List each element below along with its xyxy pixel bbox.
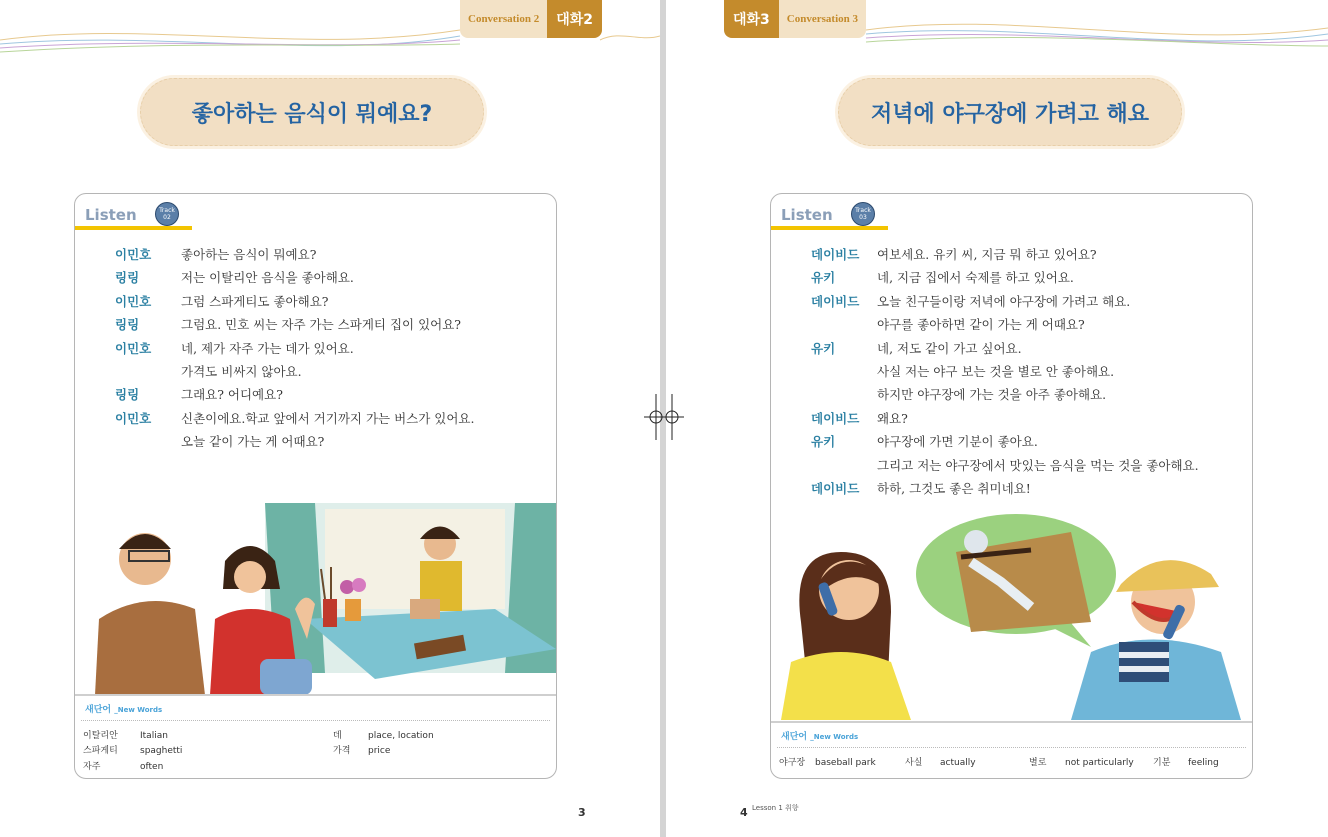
audio-track-icon[interactable]	[155, 202, 179, 226]
dialogue-line: 네, 제가 자주 가는 데가 있어요.	[181, 340, 354, 356]
vocab-item	[83, 743, 182, 756]
new-words-heading	[781, 729, 858, 742]
dialogue-row	[811, 243, 1241, 266]
dialogue-line: 네, 지금 집에서 숙제를 하고 있어요.	[877, 270, 1074, 286]
divider	[81, 720, 550, 721]
new-words-heading	[85, 702, 162, 715]
conversation-tab	[724, 0, 866, 38]
dialogue-line: 오늘 같이 가는 게 어때요?	[181, 434, 325, 450]
dialogue-line: 하지만 야구장에 가는 것을 아주 좋아해요.	[877, 387, 1107, 403]
vocab-en: often	[140, 762, 164, 772]
vocab-ko: 별로	[1029, 758, 1047, 768]
dialogue-row	[811, 313, 1241, 336]
speaker: 링링	[115, 270, 140, 286]
vocab-en: Italian	[140, 731, 168, 741]
right-page	[666, 0, 1328, 837]
tab-label-ko: 대화2	[547, 0, 602, 38]
dialogue-row	[811, 407, 1241, 430]
vocab-item	[1153, 755, 1219, 768]
vocab-en: feeling	[1188, 758, 1219, 768]
vocab-item	[333, 743, 390, 756]
dialogue-row	[115, 243, 545, 266]
dialogue-row	[115, 360, 545, 383]
restaurant-illustration	[75, 499, 556, 695]
vocab-en: not particularly	[1065, 758, 1134, 768]
dialogue-line: 신촌이에요.학교 앞에서 거기까지 가는 버스가 있어요.	[181, 410, 475, 426]
new-words-en: _New Words	[810, 733, 859, 741]
vocab-ko: 기분	[1153, 758, 1171, 768]
vocab-en: baseball park	[815, 758, 876, 768]
speaker: 이민호	[115, 293, 152, 309]
tab-label-en: Conversation 2	[460, 0, 547, 38]
vocab-ko: 스파게티	[83, 746, 118, 756]
dialogue-line: 오늘 친구들이랑 저녁에 야구장에 가려고 해요.	[877, 293, 1131, 309]
vocab-ko: 가격	[333, 746, 351, 756]
dialogue-line: 여보세요. 유키 씨, 지금 뭐 하고 있어요?	[877, 247, 1097, 262]
dialogue-line: 좋아하는 음식이 뭐예요?	[181, 247, 317, 262]
new-words-ko: 새단어	[85, 705, 112, 715]
divider	[777, 747, 1246, 748]
dialogue-row	[115, 407, 545, 430]
dialogue-line: 왜요?	[877, 410, 908, 426]
dialogue-row	[811, 266, 1241, 289]
page-number: 4	[740, 806, 748, 819]
track-number: 02	[163, 214, 171, 221]
dialogue-line: 네, 저도 같이 가고 싶어요.	[877, 340, 1022, 356]
dialogue-row	[811, 477, 1241, 500]
track-number: 03	[859, 214, 867, 221]
dialogue-row	[811, 337, 1241, 360]
vocab-ko: 사실	[905, 758, 923, 768]
track-word: Track	[855, 207, 871, 214]
dialogue-row	[115, 337, 545, 360]
dialogue	[811, 243, 1241, 500]
vocab-ko: 데	[333, 731, 342, 741]
dialogue-row	[115, 383, 545, 406]
dialogue-line: 저는 이탈리안 음식을 좋아해요.	[181, 270, 354, 286]
speaker: 데이비드	[811, 480, 860, 496]
audio-track-icon[interactable]	[851, 202, 875, 226]
listen-label: Listen	[781, 206, 833, 224]
page-title: 저녁에 야구장에 가려고 해요	[838, 78, 1182, 146]
dialogue-row	[811, 383, 1241, 406]
left-page	[0, 0, 660, 837]
page-number: 3	[578, 806, 586, 819]
dialogue-row	[115, 266, 545, 289]
dialogue-line: 그리고 저는 야구장에서 맛있는 음식을 먹는 것을 좋아해요.	[877, 457, 1199, 473]
dialogue-line: 그래요? 어디예요?	[181, 387, 283, 403]
speaker: 이민호	[115, 247, 152, 262]
speaker: 데이비드	[811, 410, 860, 426]
dialogue-line: 야구를 좋아하면 같이 가는 게 어때요?	[877, 317, 1085, 333]
dialogue-line: 하하, 그것도 좋은 취미네요!	[877, 480, 1031, 496]
dialogue-line: 사실 저는 야구 보는 것을 별로 안 좋아해요.	[877, 363, 1115, 379]
listen-underline	[771, 226, 888, 230]
dialogue-line: 그럼 스파게티도 좋아해요?	[181, 293, 329, 309]
phone-call-illustration	[771, 512, 1252, 720]
dialogue-line: 가격도 비싸지 않아요.	[181, 363, 302, 379]
vocab-en: price	[368, 746, 391, 756]
vocab-item	[83, 728, 168, 741]
dialogue-row	[811, 454, 1241, 477]
page-title: 좋아하는 음식이 뭐예요?	[140, 78, 484, 146]
listen-card	[74, 193, 557, 779]
speaker: 유키	[811, 340, 836, 356]
registration-mark-icon	[644, 394, 684, 440]
speaker: 링링	[115, 387, 140, 403]
dialogue-row	[115, 430, 545, 453]
vocab-ko: 야구장	[779, 758, 806, 768]
vocab-item	[905, 755, 976, 768]
speaker: 링링	[115, 317, 140, 333]
speaker: 데이비드	[811, 293, 860, 309]
listen-label: Listen	[85, 206, 137, 224]
vocab-ko: 이탈리안	[83, 731, 118, 741]
vocab-en: place, location	[368, 731, 434, 741]
new-words-ko: 새단어	[781, 732, 808, 742]
speaker: 이민호	[115, 410, 152, 426]
new-words-section	[771, 721, 1252, 779]
vocab-item	[333, 728, 434, 741]
conversation-tab	[460, 0, 602, 38]
speaker: 이민호	[115, 340, 152, 356]
tab-label-en: Conversation 3	[779, 0, 866, 38]
vocab-en: spaghetti	[140, 746, 183, 756]
dialogue-row	[811, 430, 1241, 453]
track-word: Track	[159, 207, 175, 214]
vocab-ko: 자주	[83, 762, 101, 772]
dialogue-row	[115, 290, 545, 313]
speaker: 유키	[811, 270, 836, 286]
dialogue-row	[811, 290, 1241, 313]
lesson-label: Lesson 1 취향	[752, 804, 799, 812]
speaker: 유키	[811, 434, 836, 450]
vocab-item	[779, 755, 876, 768]
vocab-item	[1029, 755, 1134, 768]
listen-card	[770, 193, 1253, 779]
vocab-en: actually	[940, 758, 976, 768]
dialogue-row	[115, 313, 545, 336]
speaker: 데이비드	[811, 247, 860, 262]
new-words-section	[75, 694, 556, 779]
vocab-item	[83, 759, 163, 772]
dialogue-line: 야구장에 가면 기분이 좋아요.	[877, 434, 1038, 450]
dialogue-row	[811, 360, 1241, 383]
listen-underline	[75, 226, 192, 230]
tab-label-ko: 대화3	[724, 0, 779, 38]
new-words-en: _New Words	[114, 706, 163, 714]
dialogue	[115, 243, 545, 454]
dialogue-line: 그럼요. 민호 씨는 자주 가는 스파게티 집이 있어요?	[181, 317, 461, 333]
